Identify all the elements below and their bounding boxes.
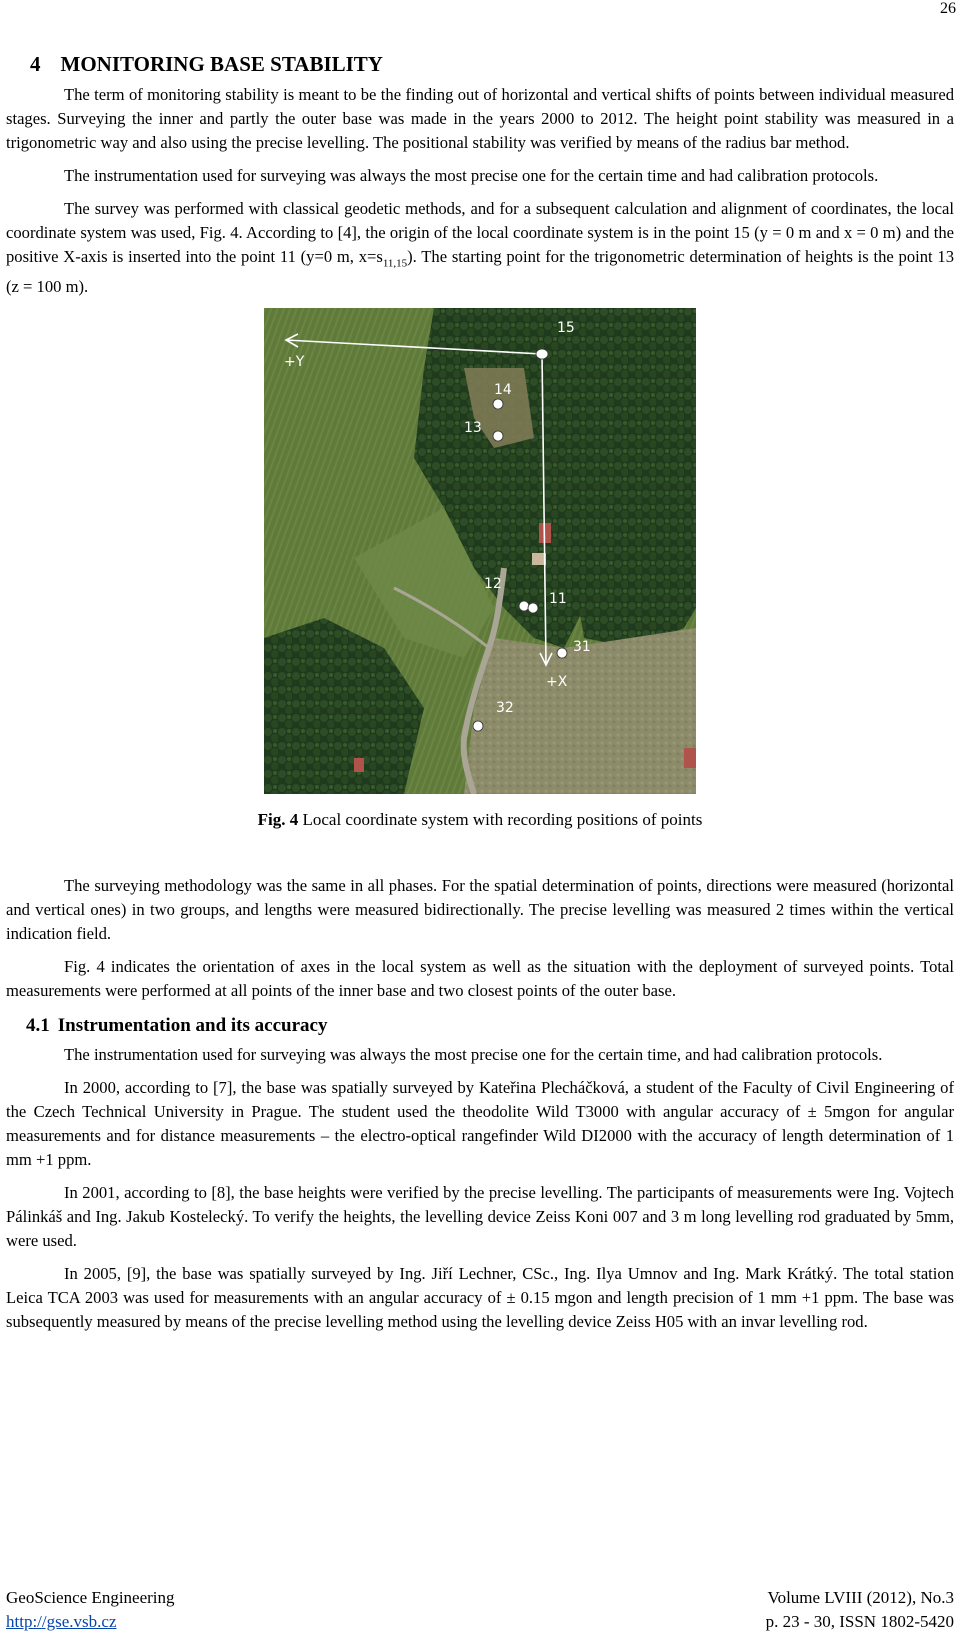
section-title: MONITORING BASE STABILITY bbox=[60, 52, 383, 76]
forest-area bbox=[574, 458, 696, 648]
point-label: 32 bbox=[496, 700, 514, 717]
paragraph: Fig. 4 indicates the orientation of axes in the local system as well as the situation with the deployment of surveyed points. Total measurements were performed at all points of the inner base and two closest points of the outer base. bbox=[6, 957, 954, 1001]
section-number: 4 bbox=[30, 52, 41, 76]
paragraph-text: ). The starting point for the trigonometric determination of heights is the point 13 (z = 100 m). bbox=[6, 247, 954, 297]
point-label: 13 bbox=[464, 420, 482, 437]
paragraph: The term of monitoring stability is meant to be the finding out of horizontal and vertical shifts of points between individual measured stages. Surveying the inner and partly the outer base was made in the years 2000 to 2012. The height point stability was measured in a trigonometric way and also using the precise levelling. The positional stability was verified by means of the radius bar method. bbox=[6, 85, 954, 152]
subscript: 11,15 bbox=[382, 257, 408, 270]
point-marker bbox=[528, 603, 538, 613]
page-number: 26 bbox=[940, 0, 956, 17]
subsection-heading bbox=[26, 1015, 954, 1037]
paragraph: In 2005, [9], the base was spatially surveyed by Ing. Jiří Lechner, CSc., Ing. Ilya Umnov and Ing. Mark Krátký. The total station Leica TCA 2003 was used for measurements with an angular accuracy of ± 0.15 mgon and length precision of 1 mm +1 ppm. The base was subsequently measured by means of the precise levelling method using the levelling device Zeiss H05 with an invar levelling rod. bbox=[6, 1264, 954, 1332]
pages-info: p. 23 - 30, ISSN 1802-5420 bbox=[765, 1612, 954, 1631]
journal-name: GeoScience Engineering bbox=[6, 1588, 175, 1607]
point-marker bbox=[493, 431, 503, 441]
point-marker bbox=[557, 648, 567, 658]
figure-caption-text: Local coordinate system with recording positions of points bbox=[302, 810, 703, 830]
x-axis-label: +X bbox=[546, 674, 568, 691]
paragraph-text: The survey was performed with classical geodetic methods, and for a subsequent calculation and alignment of coordinates, the local coordinate system was used, Fig. 4. According to [4], the origin of the local coordinate system is in the point 15 (y = 0 m and x = 0 m) and the positive X-axis is inserted into the point 11 (y=0 m, x=s bbox=[6, 199, 954, 266]
aerial-photo bbox=[264, 308, 696, 794]
point-marker bbox=[493, 399, 503, 409]
figure-caption bbox=[6, 810, 954, 830]
point-label: 15 bbox=[557, 320, 575, 337]
paragraph: The surveying methodology was the same in all phases. For the spatial determination of points, directions were measured (horizontal and vertical ones) in two groups, and lengths were measured bidirectionally. The precise levelling was measured 2 times within the vertical indication field. bbox=[6, 876, 954, 944]
paragraph bbox=[6, 197, 954, 299]
paragraph: In 2001, according to [8], the base heights were verified by the precise levelling. The participants of measurements were Ing. Vojtech Pálinkáš and Ing. Jakub Kostelecký. To verify the heights, the levelling device Zeiss Koni 007 and 3 m long levelling rod graduated by 5mm, were used. bbox=[6, 1183, 954, 1251]
subsection-title: Instrumentation and its accuracy bbox=[57, 1015, 328, 1037]
volume-info: Volume LVIII (2012), No.3 bbox=[767, 1588, 954, 1607]
paragraph: In 2000, according to [7], the base was spatially surveyed by Kateřina Plecháčková, a student of the Faculty of Civil Engineering of the Czech Technical University in Prague. The student used the theodolite Wild T3000 with angular accuracy of ± 5mgon for angular measurements and for distance measurements – the electro-optical rangefinder Wild DI2000 with the accuracy of length determination of 1 mm +1 ppm. bbox=[6, 1078, 954, 1170]
building bbox=[354, 758, 364, 772]
journal-link[interactable]: http://gse.vsb.cz bbox=[6, 1612, 117, 1631]
point-marker bbox=[536, 349, 548, 359]
point-marker bbox=[519, 601, 529, 611]
point-marker bbox=[473, 721, 483, 731]
point-label: 12 bbox=[484, 576, 502, 593]
point-label: 14 bbox=[494, 382, 512, 399]
paragraph: The instrumentation used for surveying was always the most precise one for the certain time, and had calibration protocols. bbox=[64, 1045, 883, 1065]
point-label: 11 bbox=[549, 591, 567, 608]
building bbox=[684, 748, 696, 768]
aerial-photo-figure bbox=[264, 308, 696, 794]
figure-caption-label: Fig. 4 bbox=[257, 810, 299, 830]
point-label: 31 bbox=[573, 639, 591, 656]
footer-left bbox=[6, 1586, 175, 1634]
section-heading bbox=[30, 52, 954, 77]
footer-right bbox=[766, 1586, 954, 1634]
subsection-number: 4.1 bbox=[26, 1015, 50, 1037]
page-content bbox=[6, 52, 954, 1343]
y-axis-label: +Y bbox=[284, 354, 305, 371]
paragraph: The instrumentation used for surveying was always the most precise one for the certain time and had calibration protocols. bbox=[64, 166, 879, 185]
